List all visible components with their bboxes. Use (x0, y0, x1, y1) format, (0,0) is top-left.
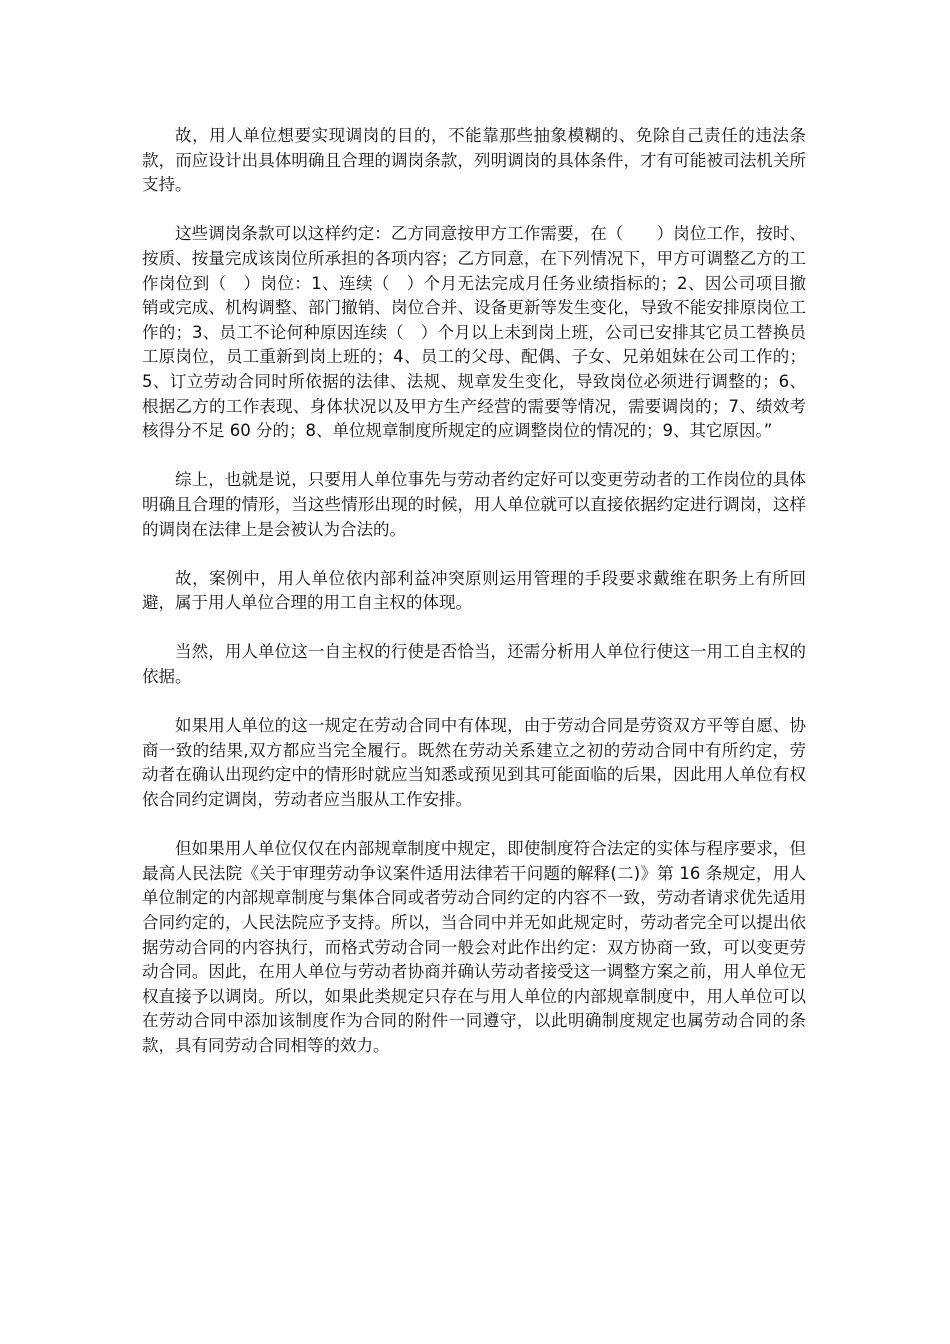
paragraph-basis-of-autonomy: 当然，用人单位这一自主权的行使是否恰当，还需分析用人单位行使这一用工自主权的依据。 (142, 642, 806, 687)
paragraph-summary-legality: 综上，也就是说，只要用人单位事先与劳动者约定好可以变更劳动者的工作岗位的具体明确且合理的情形，当这些情形出现的时候，用人单位就可以直接依据约定进行调岗，这样的调岗在法律上是会被认为合法的。 (142, 470, 806, 539)
document-body (142, 124, 806, 1083)
paragraph-case-conflict-of-interest: 故，案例中，用人单位依内部利益冲突原则运用管理的手段要求戴维在职务上有所回避，属于用人单位合理的用工自主权的体现。 (142, 568, 806, 613)
paragraph-sample-transfer-terms: 这些调岗条款可以这样约定：乙方同意按甲方工作需要，在（ ）岗位工作，按时、按质、按量完成该岗位所承担的各项内容；乙方同意，在下列情况下，甲方可调整乙方的工作岗位到（ ）岗位：1、连续（ ）个月无法完成月任务业绩指标的；2、因公司项目撤销或完成、机构调整、部门撤销、岗位合并、设备更新等发生变化，导致不能安排原岗位工作的；3、员工不论何种原因连续（ ）个月以上未到岗上班，公司已安排其它员工替换员工原岗位，员工重新到岗上班的；4、员工的父母、配偶、子女、兄弟姐妹在公司工作的；5、订立劳动合同时所依据的法律、法规、规章发生变化，导致岗位必须进行调整的；6、根据乙方的工作表现、身体状况以及甲方生产经营的需要等情况，需要调岗的；7、绩效考核得分不足 60 分的；8、单位规章制度所规定的应调整岗位的情况的；9、其它原因。” (142, 224, 806, 441)
paragraph-job-transfer-clause-design: 故，用人单位想要实现调岗的目的，不能靠那些抽象模糊的、免除自己责任的违法条款，而应设计出具体明确且合理的调岗条款，列明调岗的具体条件，才有可能被司法机关所支持。 (142, 126, 806, 195)
paragraph-internal-rules-only: 但如果用人单位仅仅在内部规章制度中规定，即使制度符合法定的实体与程序要求，但最高人民法院《关于审理劳动争议案件适用法律若干问题的解释(二)》第 16 条规定，用人单位制定的内部规章制度与集体合同或者劳动合同约定的内容不一致，劳动者请求优先适用合同约定的，人民法院应予支持。所以，当合同中并无如此规定时，劳动者完全可以提出依据劳动合同的内容执行，而格式劳动合同一般会对此作出约定：双方协商一致，可以变更劳动合同。因此，在用人单位与劳动者协商并确认劳动者接受这一调整方案之前，用人单位无权直接予以调岗。所以，如果此类规定只存在与用人单位的内部规章制度中，用人单位可以在劳动合同中添加该制度作为合同的附件一同遵守，以此明确制度规定也属劳动合同的条款，具有同劳动合同相等的效力。 (142, 839, 806, 1055)
paragraph-contract-provision: 如果用人单位的这一规定在劳动合同中有体现，由于劳动合同是劳资双方平等自愿、协商一致的结果,双方都应当完全履行。既然在劳动关系建立之初的劳动合同中有所约定，劳动者在确认出现约定中的情形时就应当知悉或预见到其可能面临的后果，因此用人单位有权依合同约定调岗，劳动者应当服从工作安排。 (142, 716, 806, 810)
